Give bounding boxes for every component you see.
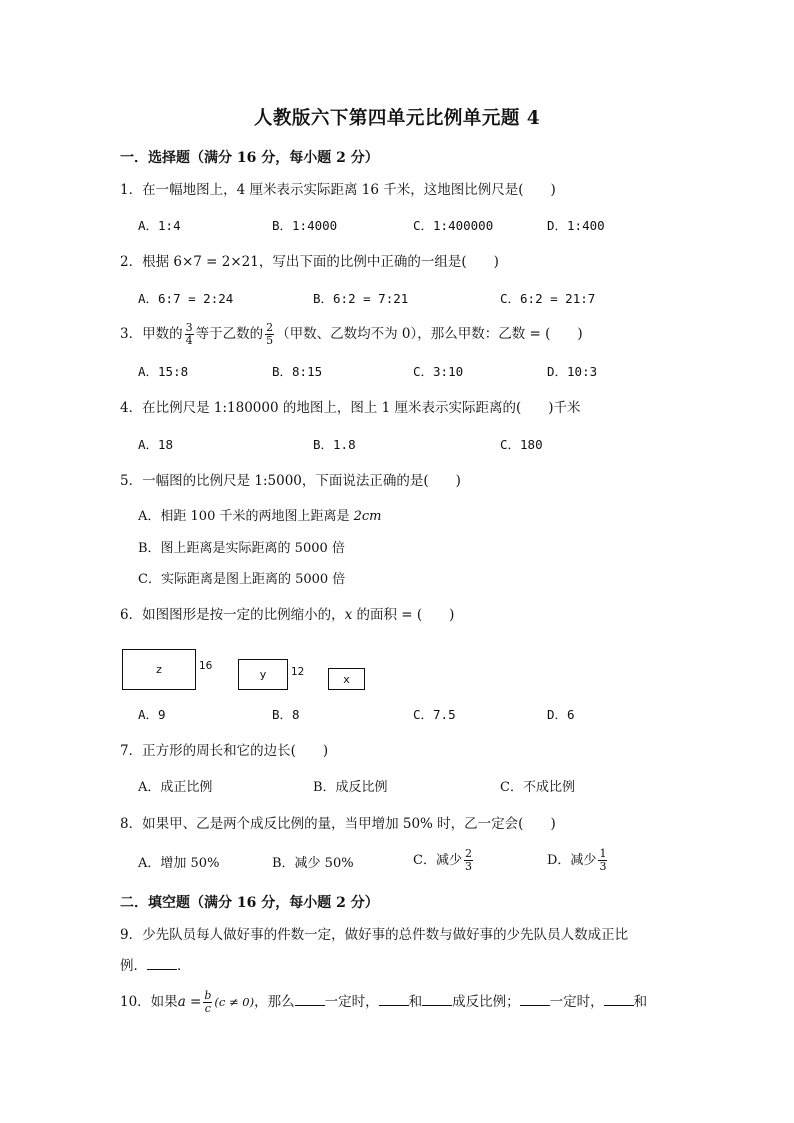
- q4-option-b[interactable]: B．1.8: [313, 437, 356, 452]
- question-10: 10．如果a = $\frac{b}{c}$ (c ≠ 0)，那么 一定时， 和 成反比例； 一定时， 和: [120, 989, 648, 1015]
- q6-option-c[interactable]: C．7.5: [413, 707, 456, 722]
- q6-option-b[interactable]: B．8: [272, 707, 300, 722]
- q2-option-a[interactable]: A．6:7 = 2:24: [138, 291, 234, 306]
- q1-option-b[interactable]: B．1:4000: [272, 218, 338, 233]
- rect-y: y: [238, 659, 288, 690]
- q5-option-b[interactable]: B．图上距离是实际距离的 5000 倍: [138, 541, 345, 556]
- question-4: 4．在比例尺是 1:180000 的地图上，图上 1 厘米表示实际距离的( )千米: [120, 400, 581, 416]
- question-9-line-2: 例． ．: [120, 958, 191, 974]
- section-heading-choice: 一．选择题（满分 16 分，每小题 2 分）: [120, 150, 379, 166]
- q10-blank-5[interactable]: [604, 993, 634, 1006]
- question-8: 8．如果甲、乙是两个成反比例的量，当甲增加 50% 时，乙一定会( ): [120, 816, 556, 832]
- q7-option-a[interactable]: A．成正比例: [138, 780, 213, 795]
- q3-option-c[interactable]: C．3:10: [413, 364, 464, 379]
- q8-option-c[interactable]: C．减少 $\frac{2}{3}$: [413, 847, 472, 873]
- q4-option-c[interactable]: C．180: [500, 437, 543, 452]
- q3-fraction-2: $\frac{2}{5}$: [266, 321, 274, 347]
- q5-option-c[interactable]: C．实际距离是图上距离的 5000 倍: [138, 572, 346, 587]
- q6-option-a[interactable]: A．9: [138, 707, 166, 722]
- q10-fraction: $\frac{b}{c}$: [204, 989, 212, 1015]
- q3-fraction-1: $\frac{3}{4}$: [185, 321, 193, 347]
- rect-z: z: [122, 649, 196, 690]
- q7-option-c[interactable]: C．不成比例: [500, 780, 575, 795]
- q4-option-a[interactable]: A．18: [138, 437, 174, 452]
- question-7: 7．正方形的周长和它的边长( ): [120, 743, 329, 759]
- page-title: 人教版六下第四单元比例单元题 4: [253, 108, 541, 129]
- q2-option-c[interactable]: C．6:2 = 21:7: [500, 291, 596, 306]
- q8-option-d[interactable]: D．减少 $\frac{1}{3}$: [547, 847, 607, 873]
- q1-option-a[interactable]: A．1:4: [138, 218, 181, 233]
- q8-option-d-fraction: $\frac{1}{3}$: [599, 847, 607, 873]
- q10-blank-1[interactable]: [295, 993, 325, 1006]
- q3-option-b[interactable]: B．8:15: [272, 364, 323, 379]
- q10-blank-2[interactable]: [379, 993, 409, 1006]
- q6-option-d[interactable]: D．6: [547, 707, 575, 722]
- q8-option-c-fraction: $\frac{2}{3}$: [464, 847, 472, 873]
- q5-option-a[interactable]: A．相距 100 千米的两地图上距离是 2cm: [138, 509, 382, 524]
- section-heading-fill: 二．填空题（满分 16 分，每小题 2 分）: [120, 895, 379, 911]
- question-9-line-1: 9．少先队员每人做好事的件数一定，做好事的总件数与做好事的少先队员人数成正比: [120, 927, 629, 943]
- q3-text-mid: 等于乙数的: [195, 326, 264, 342]
- q3-option-d[interactable]: D．10:3: [547, 364, 598, 379]
- question-6: 6．如图图形是按一定的比例缩小的，x 的面积 = ( ): [120, 607, 455, 623]
- q2-option-b[interactable]: B．6:2 = 7:21: [313, 291, 409, 306]
- question-2: 2．根据 6×7 = 2×21，写出下面的比例中正确的一组是( ): [120, 254, 499, 270]
- question-3: [120, 322, 583, 347]
- q3-text-post: （甲数、乙数均不为 0），那么甲数：乙数 = ( ): [276, 326, 583, 342]
- q1-option-d[interactable]: D．1:400: [547, 218, 605, 233]
- q10-blank-4[interactable]: [520, 993, 550, 1006]
- q8-option-b[interactable]: B．减少 50%: [272, 856, 354, 871]
- q10-blank-3[interactable]: [422, 993, 452, 1006]
- q1-option-c[interactable]: C．1:400000: [413, 218, 494, 233]
- q9-answer-blank[interactable]: [147, 957, 177, 970]
- question-1: 1．在一幅地图上，4 厘米表示实际距离 16 千米，这地图比例尺是( ): [120, 182, 556, 198]
- rect-z-side: 16: [199, 660, 213, 672]
- question-5: 5．一幅图的比例尺是 1:5000，下面说法正确的是( ): [120, 473, 461, 489]
- q3-option-a[interactable]: A．15:8: [138, 364, 189, 379]
- rect-y-side: 12: [291, 666, 305, 678]
- q8-option-a[interactable]: A．增加 50%: [138, 856, 220, 871]
- q3-text-pre: 3．甲数的: [120, 326, 183, 342]
- rect-x: x: [328, 668, 365, 690]
- q7-option-b[interactable]: B．成反比例: [313, 780, 388, 795]
